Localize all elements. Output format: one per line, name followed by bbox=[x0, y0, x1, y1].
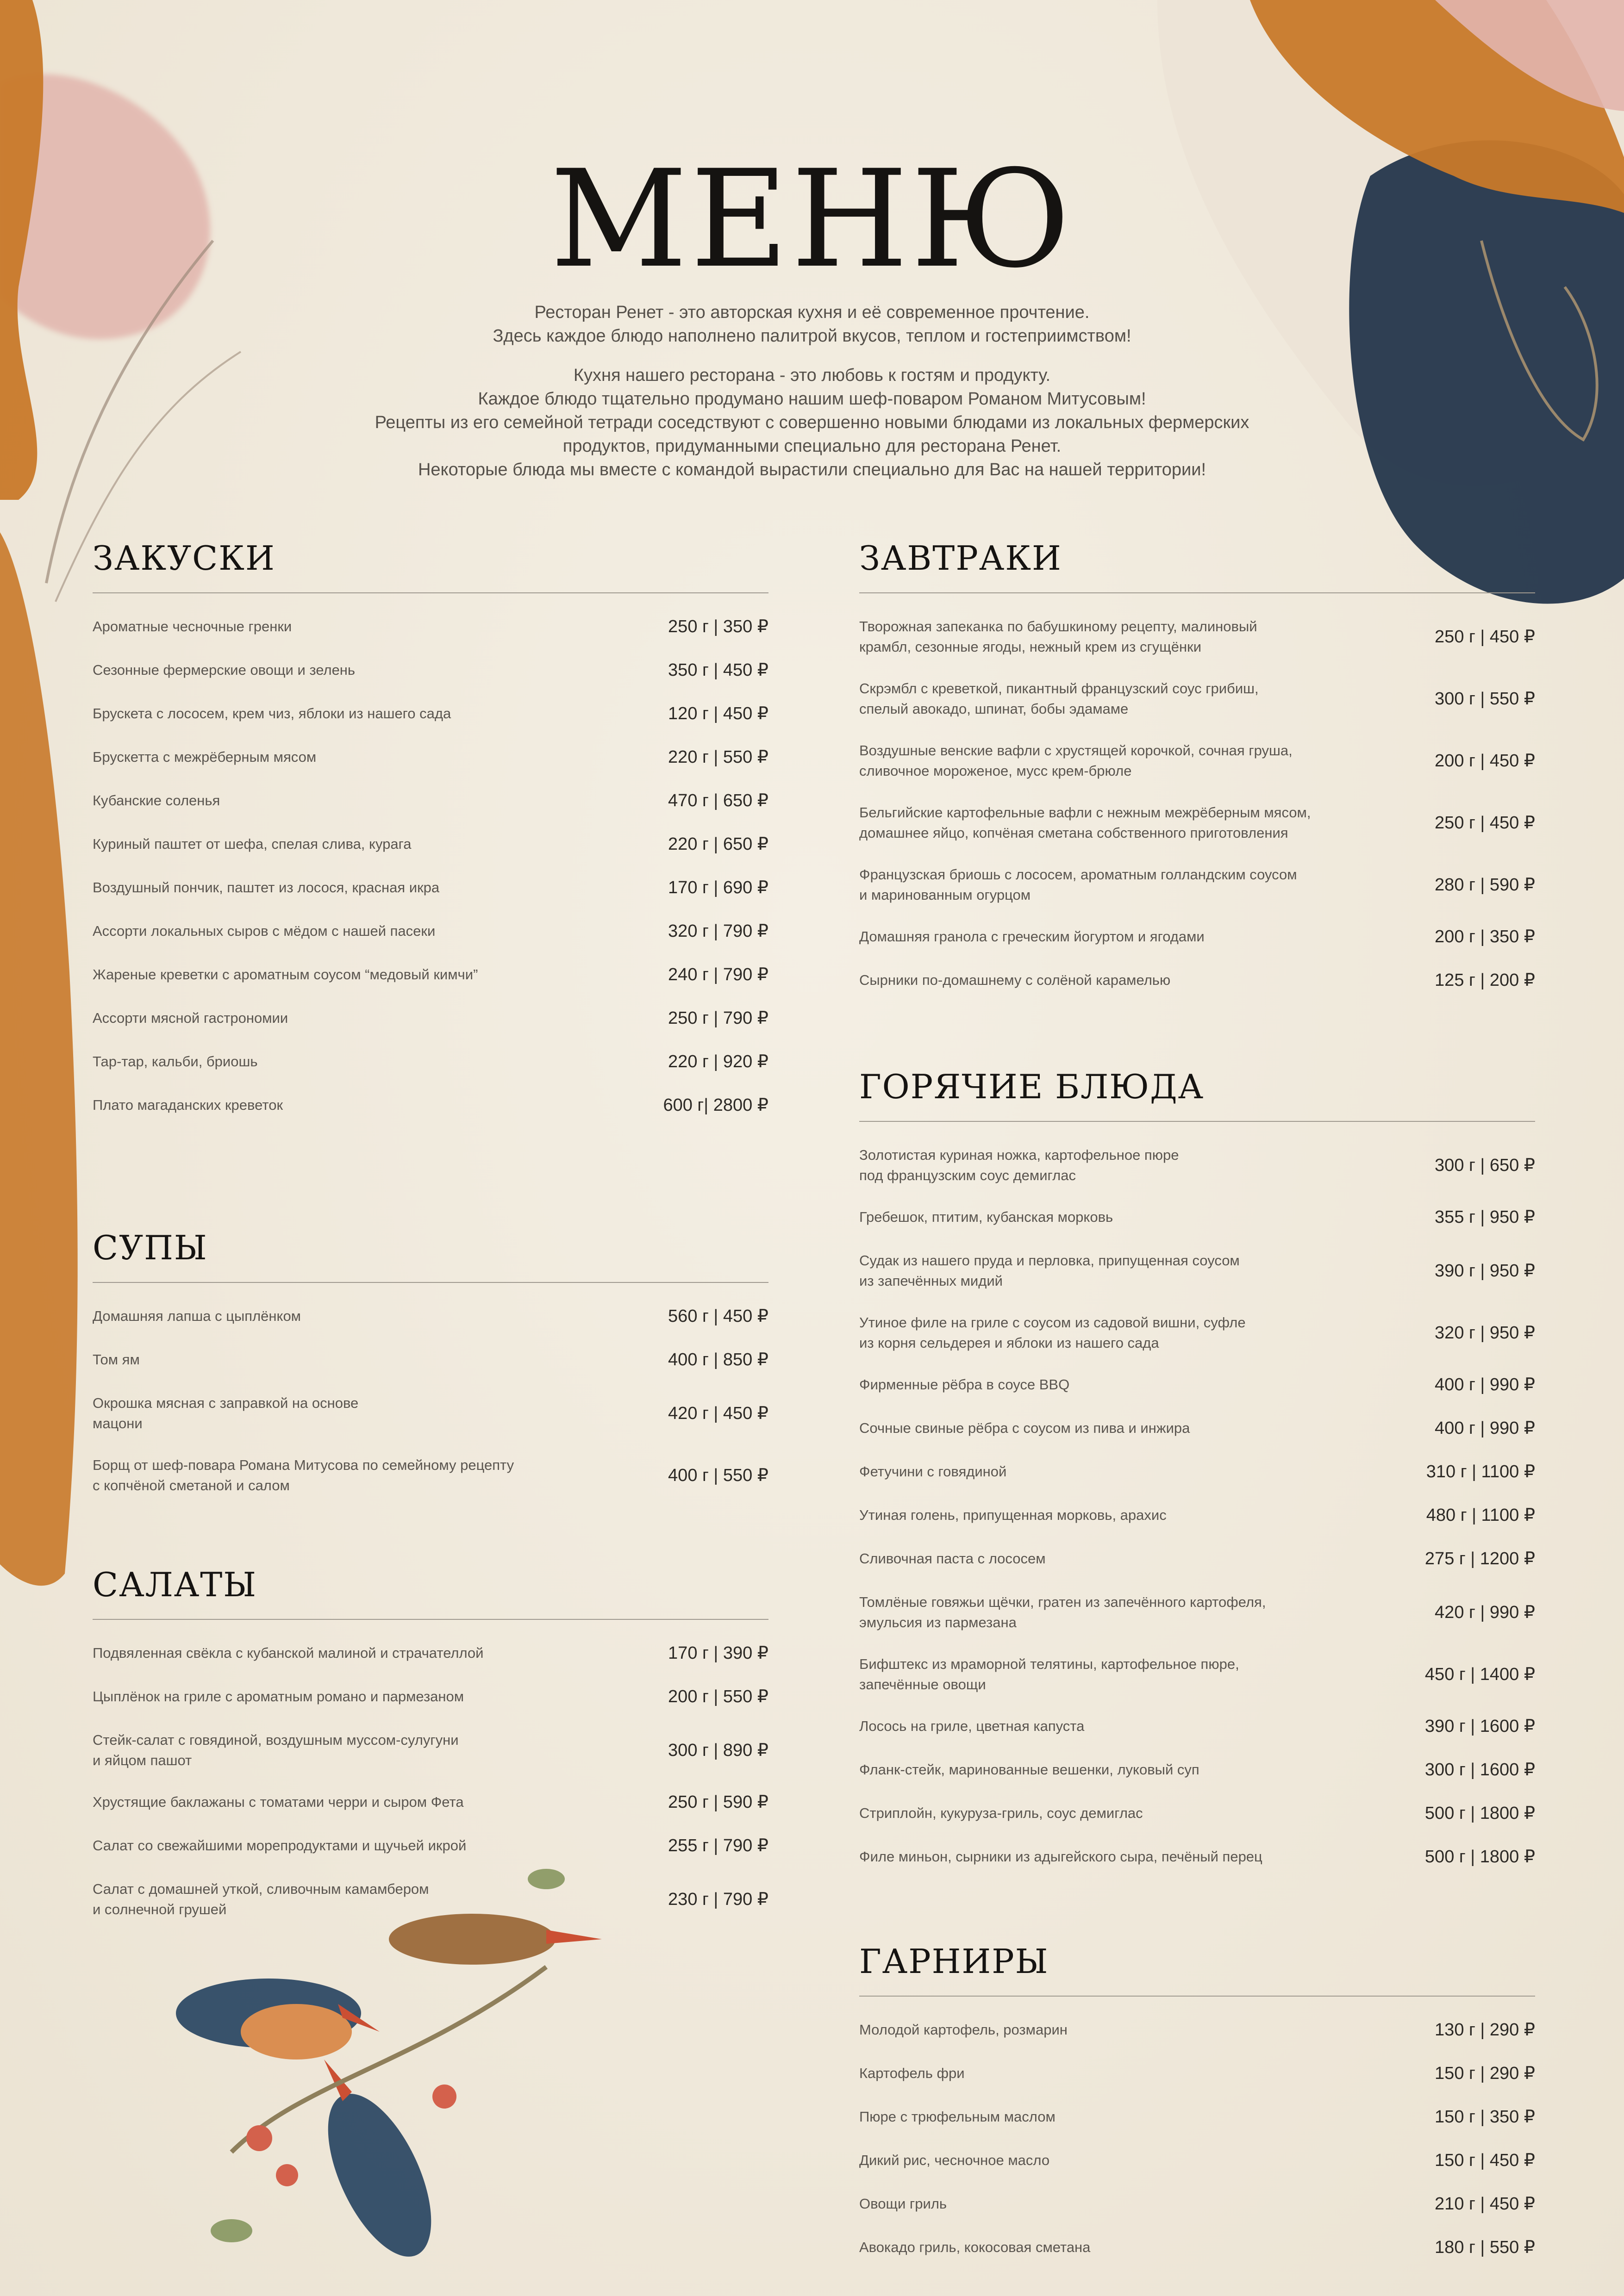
menu-item bbox=[93, 1836, 768, 1860]
menu-item bbox=[859, 1251, 1535, 1294]
menu-item-name: Молодой картофель, розмарин bbox=[859, 2022, 1068, 2038]
section-supy bbox=[93, 1228, 768, 1517]
section-title: ГАРНИРЫ bbox=[859, 1942, 1049, 1981]
menu-item bbox=[859, 1549, 1535, 1574]
menu-item-price: 230 г | 790 ₽ bbox=[668, 1890, 768, 1909]
menu-item-name: Том ям bbox=[93, 1351, 140, 1368]
menu-item bbox=[93, 877, 768, 902]
menu-item-name: Ассорти локальных сыров с мёдом с нашей пасеки bbox=[93, 923, 436, 939]
menu-item-name: Окрошка мясная с заправкой на основе мацони bbox=[93, 1395, 359, 1431]
menu-item-price: 400 г | 850 ₽ bbox=[668, 1350, 768, 1369]
menu-item-price: 240 г | 790 ₽ bbox=[668, 965, 768, 984]
menu-item bbox=[859, 616, 1535, 660]
intro-line: Кухня нашего ресторана - это любовь к гостям и продукту. bbox=[573, 366, 1051, 385]
menu-item-price: 300 г | 650 ₽ bbox=[1435, 1156, 1535, 1175]
menu-item-price: 390 г | 1600 ₽ bbox=[1424, 1717, 1535, 1736]
section-zavtraki bbox=[859, 541, 1535, 1014]
menu-item bbox=[93, 616, 768, 641]
menu-item-price: 280 г | 590 ₽ bbox=[1435, 875, 1535, 895]
menu-item-price: 400 г | 990 ₽ bbox=[1435, 1375, 1535, 1394]
menu-item-name: Кубанские соленья bbox=[93, 792, 220, 809]
menu-item bbox=[93, 1306, 768, 1331]
menu-item bbox=[859, 2194, 1535, 2219]
section-title: САЛАТЫ bbox=[93, 1565, 257, 1604]
menu-item-price: 420 г | 450 ₽ bbox=[668, 1404, 768, 1423]
menu-item-price: 220 г | 550 ₽ bbox=[668, 747, 768, 767]
menu-item-name: Овощи гриль bbox=[859, 2196, 947, 2212]
menu-item-name: Золотистая куриная ножка, картофельное пюре под французским соус демиглас bbox=[859, 1147, 1179, 1183]
menu-item-price: 130 г | 290 ₽ bbox=[1435, 2020, 1535, 2040]
menu-items bbox=[859, 2020, 1535, 2262]
menu-item bbox=[859, 970, 1535, 995]
menu-item-price: 300 г | 1600 ₽ bbox=[1424, 1760, 1535, 1780]
menu-item-price: 300 г | 550 ₽ bbox=[1435, 689, 1535, 709]
menu-item-name: Фланк-стейк, маринованные вешенки, луковый суп bbox=[859, 1761, 1199, 1778]
menu-item bbox=[859, 927, 1535, 952]
menu-item-name: Картофель фри bbox=[859, 2065, 965, 2081]
menu-item bbox=[93, 1350, 768, 1375]
menu-item bbox=[859, 678, 1535, 722]
menu-item-price: 300 г | 890 ₽ bbox=[668, 1741, 768, 1760]
section-divider bbox=[859, 1121, 1535, 1122]
intro-line: Каждое блюдо тщательно продумано нашим шеф-поваром Романом Митусовым! bbox=[478, 389, 1146, 409]
menu-item-name: Бельгийские картофельные вафли с нежным межрёберным мясом, домашнее яйцо, копчёная сметана собственного приготовления bbox=[859, 804, 1311, 841]
menu-item-price: 250 г | 590 ₽ bbox=[668, 1792, 768, 1812]
menu-item-price: 250 г | 450 ₽ bbox=[1435, 627, 1535, 647]
menu-item-name: Французская бриошь с лососем, ароматным голландским соусом и маринованным огурцом bbox=[859, 866, 1297, 903]
menu-item-name: Салат со свежайшими морепродуктами и щучьей икрой bbox=[93, 1837, 467, 1854]
menu-item-price: 125 г | 200 ₽ bbox=[1435, 971, 1535, 990]
menu-item-price: 150 г | 350 ₽ bbox=[1435, 2107, 1535, 2127]
menu-item-name: Ароматные чесночные гренки bbox=[93, 618, 292, 635]
menu-item-name: Гребешок, птитим, кубанская морковь bbox=[859, 1209, 1113, 1225]
menu-item-price: 120 г | 450 ₽ bbox=[668, 704, 768, 723]
menu-item-price: 400 г | 550 ₽ bbox=[668, 1466, 768, 1485]
intro-line: продуктов, придуманными специально для ресторана Ренет. bbox=[562, 436, 1062, 456]
section-title: СУПЫ bbox=[93, 1228, 208, 1267]
section-divider bbox=[859, 1996, 1535, 1997]
menu-item-name: Стриплойн, кукуруза-гриль, соус демиглас bbox=[859, 1805, 1143, 1821]
menu-item bbox=[859, 1313, 1535, 1356]
menu-item-price: 150 г | 450 ₽ bbox=[1435, 2151, 1535, 2170]
menu-item-name: Жареные креветки с ароматным соусом “медовый кимчи” bbox=[93, 966, 478, 983]
menu-item bbox=[93, 834, 768, 859]
menu-item-name: Скрэмбл с креветкой, пикантный французский соус грибиш, спелый авокадо, шпинат, бобы эдамаме bbox=[859, 680, 1259, 717]
menu-items bbox=[93, 1306, 768, 1499]
menu-item bbox=[859, 1505, 1535, 1530]
menu-item-name: Авокадо гриль, кокосовая сметана bbox=[859, 2239, 1091, 2255]
menu-item bbox=[859, 2107, 1535, 2132]
menu-item-price: 600 г| 2800 ₽ bbox=[663, 1095, 768, 1115]
section-divider bbox=[93, 1282, 768, 1283]
menu-item-price: 180 г | 550 ₽ bbox=[1435, 2238, 1535, 2257]
section-garniry bbox=[859, 1942, 1535, 2281]
menu-item bbox=[859, 865, 1535, 908]
menu-item bbox=[859, 1375, 1535, 1400]
menu-item-price: 200 г | 550 ₽ bbox=[668, 1687, 768, 1706]
menu-item-price: 320 г | 950 ₽ bbox=[1435, 1323, 1535, 1343]
menu-item bbox=[859, 1847, 1535, 1872]
menu-item bbox=[859, 1716, 1535, 1741]
intro-line: Ресторан Ренет - это авторская кухня и её современное прочтение. bbox=[534, 303, 1090, 322]
menu-item-price: 400 г | 990 ₽ bbox=[1435, 1419, 1535, 1438]
section-title: ЗАКУСКИ bbox=[93, 539, 275, 578]
menu-item-price: 170 г | 690 ₽ bbox=[668, 878, 768, 897]
menu-item-name: Подвяленная свёкла с кубанской малиной и страчателлой bbox=[93, 1645, 484, 1661]
intro-line: Здесь каждое блюдо наполнено палитрой вкусов, теплом и гостеприимством! bbox=[493, 326, 1131, 346]
menu-item bbox=[859, 2063, 1535, 2088]
menu-item-price: 255 г | 790 ₽ bbox=[668, 1836, 768, 1855]
menu-item-name: Утиная голень, припущенная морковь, арахис bbox=[859, 1507, 1167, 1523]
menu-item bbox=[93, 747, 768, 772]
menu-item bbox=[859, 1418, 1535, 1443]
menu-item-price: 560 г | 450 ₽ bbox=[668, 1307, 768, 1326]
menu-item-price: 320 г | 790 ₽ bbox=[668, 921, 768, 941]
menu-item-name: Сырники по-домашнему с солёной карамелью bbox=[859, 972, 1171, 988]
menu-item-name: Домашняя гранола с греческим йогуртом и ягодами bbox=[859, 928, 1205, 945]
menu-item-price: 310 г | 1100 ₽ bbox=[1426, 1462, 1535, 1481]
menu-item bbox=[93, 1095, 768, 1120]
menu-item-price: 170 г | 390 ₽ bbox=[668, 1643, 768, 1663]
menu-item bbox=[859, 2150, 1535, 2175]
menu-item bbox=[859, 2237, 1535, 2262]
menu-item bbox=[93, 703, 768, 728]
menu-item-name: Ассорти мясной гастрономии bbox=[93, 1010, 288, 1026]
menu-item-name: Утиное филе на гриле с соусом из садовой вишни, суфле из корня сельдерея и яблоки из нашего сада bbox=[859, 1314, 1246, 1351]
menu-item bbox=[859, 1462, 1535, 1487]
menu-item bbox=[93, 660, 768, 685]
menu-item bbox=[93, 964, 768, 989]
menu-item-price: 470 г | 650 ₽ bbox=[668, 791, 768, 810]
menu-item-name: Салат с домашней уткой, сливочным камамбером и солнечной грушей bbox=[93, 1881, 429, 1917]
menu-item-price: 250 г | 350 ₽ bbox=[668, 617, 768, 636]
menu-item-name: Воздушный пончик, паштет из лосося, красная икра bbox=[93, 879, 440, 896]
menu-items bbox=[859, 1145, 1535, 1872]
menu-item bbox=[93, 790, 768, 815]
menu-item-name: Куриный паштет от шефа, спелая слива, курага bbox=[93, 836, 412, 852]
intro-paragraph-1 bbox=[324, 301, 1300, 348]
menu-item bbox=[859, 740, 1535, 784]
menu-item-price: 275 г | 1200 ₽ bbox=[1424, 1549, 1535, 1568]
menu-item bbox=[859, 803, 1535, 846]
menu-item bbox=[93, 1879, 768, 1923]
section-divider bbox=[93, 1619, 768, 1620]
menu-item-name: Брускета с лососем, крем чиз, яблоки из нашего сада bbox=[93, 705, 451, 722]
menu-item bbox=[93, 1643, 768, 1668]
menu-item-price: 200 г | 350 ₽ bbox=[1435, 927, 1535, 946]
menu-item-name: Цыплёнок на гриле с ароматным романо и пармезаном bbox=[93, 1688, 464, 1705]
menu-item bbox=[859, 1207, 1535, 1232]
menu-item bbox=[93, 921, 768, 946]
section-goryachie bbox=[859, 1067, 1535, 1890]
intro-paragraph-2 bbox=[324, 364, 1300, 482]
menu-item-name: Творожная запеканка по бабушкиному рецепту, малиновый крамбл, сезонные ягоды, нежный крем из сгущёнки bbox=[859, 618, 1257, 655]
menu-item-name: Филе миньон, сырники из адыгейского сыра, печёный перец bbox=[859, 1848, 1262, 1865]
menu-item-price: 500 г | 1800 ₽ bbox=[1424, 1847, 1535, 1867]
menu-item-name: Дикий рис, чесночное масло bbox=[859, 2152, 1050, 2168]
menu-item-price: 250 г | 790 ₽ bbox=[668, 1008, 768, 1028]
menu-item bbox=[859, 1654, 1535, 1698]
menu-items bbox=[93, 616, 768, 1120]
menu-item-name: Брускетта с межрёберным мясом bbox=[93, 749, 317, 765]
menu-item-price: 200 г | 450 ₽ bbox=[1435, 751, 1535, 771]
intro-line: Рецепты из его семейной тетради соседствуют с совершенно новыми блюдами из локальных фермерских bbox=[375, 413, 1249, 432]
intro-line: Некоторые блюда мы вместе с командой вырастили специально для Вас на нашей территории! bbox=[418, 460, 1206, 479]
menu-item-price: 220 г | 650 ₽ bbox=[668, 834, 768, 854]
menu-item-price: 210 г | 450 ₽ bbox=[1435, 2194, 1535, 2214]
menu-item-price: 150 г | 290 ₽ bbox=[1435, 2064, 1535, 2083]
menu-item-name: Борщ от шеф-повара Романа Митусова по семейному рецепту с копчёной сметаной и салом bbox=[93, 1457, 514, 1493]
section-salaty bbox=[93, 1565, 768, 1941]
menu-item bbox=[859, 1592, 1535, 1636]
menu-item-name: Фетучини с говядиной bbox=[859, 1463, 1007, 1480]
menu-item bbox=[859, 2020, 1535, 2045]
menu-items bbox=[93, 1643, 768, 1923]
menu-item-price: 250 г | 450 ₽ bbox=[1435, 813, 1535, 833]
menu-item-price: 355 г | 950 ₽ bbox=[1435, 1207, 1535, 1227]
menu-item-price: 480 г | 1100 ₽ bbox=[1426, 1506, 1535, 1525]
menu-items bbox=[859, 616, 1535, 995]
menu-item-price: 500 г | 1800 ₽ bbox=[1424, 1804, 1535, 1823]
menu-item bbox=[93, 1455, 768, 1499]
menu-item-price: 390 г | 950 ₽ bbox=[1435, 1261, 1535, 1281]
menu-item-name: Сезонные фермерские овощи и зелень bbox=[93, 662, 356, 678]
menu-item bbox=[93, 1008, 768, 1033]
menu-item-name: Домашняя лапша с цыплёнком bbox=[93, 1308, 301, 1324]
menu-item bbox=[93, 1052, 768, 1076]
menu-item bbox=[859, 1145, 1535, 1188]
menu-item-name: Фирменные рёбра в соусе BBQ bbox=[859, 1376, 1070, 1393]
menu-item-name: Бифштекс из мраморной телятины, картофельное пюре, запечённые овощи bbox=[859, 1656, 1239, 1692]
menu-item-name: Сливочная паста с лососем bbox=[859, 1550, 1046, 1567]
menu-item bbox=[93, 1686, 768, 1711]
menu-item bbox=[859, 1760, 1535, 1785]
menu-item-name: Судак из нашего пруда и перловка, припущенная соусом из запечённых мидий bbox=[859, 1252, 1240, 1289]
menu-item-name: Плато магаданских креветок bbox=[93, 1097, 283, 1113]
menu-title: МЕНЮ bbox=[550, 142, 1074, 298]
menu-item-name: Пюре с трюфельным маслом bbox=[859, 2109, 1056, 2125]
menu-item-name: Воздушные венские вафли с хрустящей корочкой, сочная груша, сливочное мороженое, мусс крем-брюле bbox=[859, 742, 1293, 779]
menu-item-name: Тар-тар, кальби, бриошь bbox=[93, 1053, 258, 1070]
menu-item-name: Хрустящие баклажаны с томатами черри и сыром Фета bbox=[93, 1794, 464, 1810]
menu-item-name: Стейк-салат с говядиной, воздушным муссом-сулугуни и яйцом пашот bbox=[93, 1732, 459, 1768]
menu-item-name: Сочные свиные рёбра с соусом из пива и инжира bbox=[859, 1420, 1190, 1436]
menu-item-price: 420 г | 990 ₽ bbox=[1435, 1603, 1535, 1622]
menu-item-name: Лосось на гриле, цветная капуста bbox=[859, 1718, 1085, 1734]
section-divider bbox=[859, 592, 1535, 593]
section-title: ЗАВТРАКИ bbox=[859, 539, 1062, 578]
section-title: ГОРЯЧИЕ БЛЮДА bbox=[859, 1067, 1205, 1106]
menu-item bbox=[859, 1803, 1535, 1828]
section-zakuski bbox=[93, 541, 768, 1139]
menu-item-price: 220 г | 920 ₽ bbox=[668, 1052, 768, 1071]
menu-item bbox=[93, 1792, 768, 1817]
menu-item bbox=[93, 1393, 768, 1437]
menu-item-price: 350 г | 450 ₽ bbox=[668, 660, 768, 680]
menu-item-price: 450 г | 1400 ₽ bbox=[1424, 1665, 1535, 1684]
menu-item-name: Томлёные говяжьи щёчки, гратен из запечённого картофеля, эмульсия из пармезана bbox=[859, 1594, 1266, 1630]
menu-item bbox=[93, 1730, 768, 1773]
section-divider bbox=[93, 592, 768, 593]
